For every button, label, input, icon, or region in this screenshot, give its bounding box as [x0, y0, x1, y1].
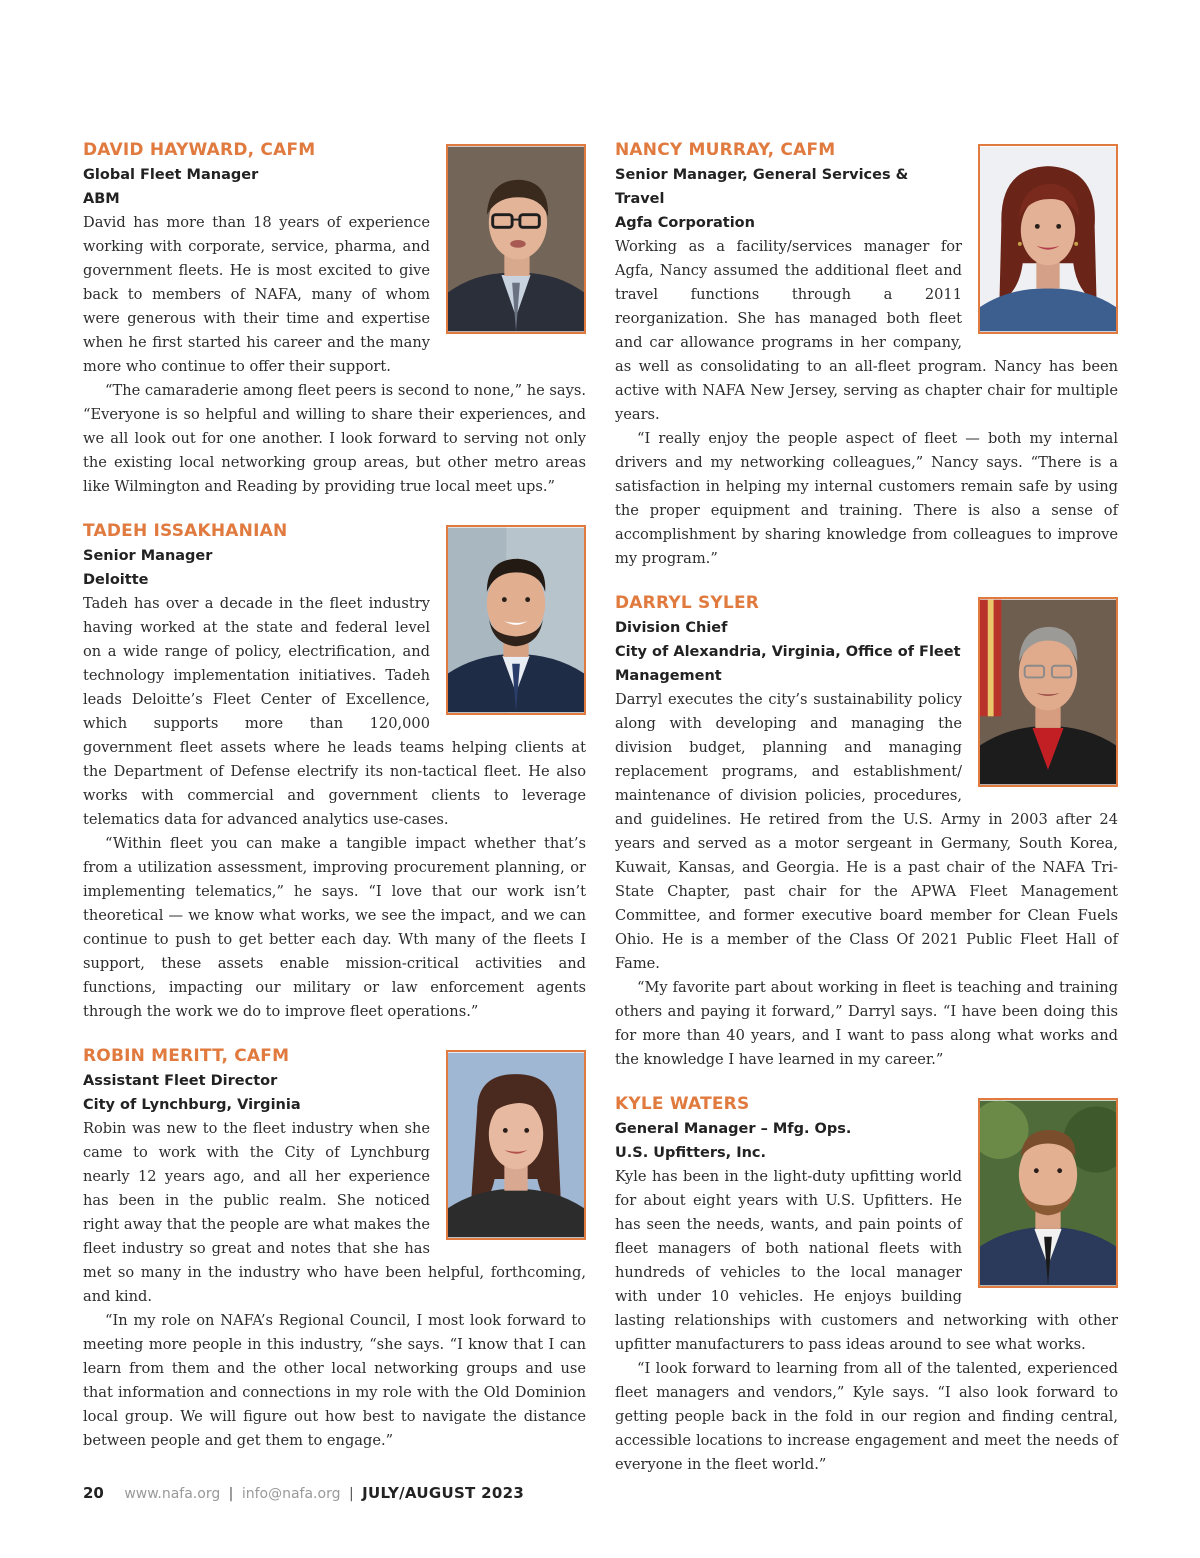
profile-nancy-murray — [615, 140, 1118, 571]
profile-david-hayward — [83, 140, 586, 499]
headshot-photo — [978, 144, 1118, 334]
profile-title: Global Fleet Manager — [83, 167, 259, 183]
left-column — [83, 140, 586, 1453]
profile-title: Division Chief — [615, 620, 728, 636]
profile-organization: City of Alexandria, Virginia, Office of Fleet Management — [615, 644, 961, 684]
bio-paragraph: Robin was new to the fleet industry when she came to work with the City of Lynchburg nearly 12 years ago, and all her experience has been in the public realm. She noticed right away that the people are what makes the fleet industry so great and notes that she has met so many in the industry who have been helpful, forthcoming, and kind. — [83, 1120, 586, 1305]
quote-paragraph: “My favorite part about working in fleet is teaching and training others and paying it forward,” Darryl says. “I have been doing this for more than 40 years, and I want to pass along what works and the knowledge I have learned in my career.” — [615, 979, 1118, 1068]
profile-title: Senior Manager, General Services & Travel — [615, 167, 909, 207]
headshot-nancy-murray — [980, 146, 1116, 332]
profile-organization: ABM — [83, 191, 120, 207]
headshot-photo — [446, 144, 586, 334]
headshot-robin-meritt — [448, 1052, 584, 1238]
issue-date: JULY/AUGUST 2023 — [362, 1484, 525, 1502]
profile-name: ROBIN MERITT, CAFM — [83, 1046, 290, 1066]
profile-kyle-waters — [615, 1094, 1118, 1477]
headshot-kyle-waters — [980, 1100, 1116, 1286]
profile-organization: Deloitte — [83, 572, 149, 588]
headshot-photo — [446, 525, 586, 715]
page-footer — [83, 1484, 524, 1502]
profile-name: TADEH ISSAKHANIAN — [83, 521, 288, 541]
quote-paragraph: “The camaraderie among fleet peers is second to none,” he says. “Everyone is so helpful and willing to share their experiences, and we all look out for one another. I look forward to serving not only the existing local networking group areas, but other metro areas like Wilmington and Reading by providing true local meet ups.” — [83, 382, 586, 495]
quote-paragraph: “I look forward to learning from all of the talented, experienced fleet managers and vendors,” Kyle says. “I also look forward to getting people back in the fold in our region and finding central, accessible locations to increase engagement and meet the needs of everyone in the fleet world.” — [615, 1360, 1118, 1473]
bio-paragraph: Darryl executes the city’s sustainability policy along with developing and managing the division budget, planning and managing replacement programs, and establishment/ maintenance of division policies, procedures, and guidelines. He retired from the U.S. Army in 2003 after 24 years and served as a motor sergeant in Germany, South Korea, Kuwait, Kansas, and Georgia. He is a past chair of the NAFA Tri-State Chapter, past chair for the APWA Fleet Management Committee, and former executive board member for Clean Fuels Ohio. He is a member of the Class Of 2021 Public Fleet Hall of Fame. — [615, 691, 1118, 972]
headshot-photo — [978, 597, 1118, 787]
profile-robin-meritt — [83, 1046, 586, 1453]
headshot-photo — [978, 1098, 1118, 1288]
bio-paragraph: Tadeh has over a decade in the fleet industry having worked at the state and federal level on a wide range of policy, electrification, and technology implementation initiatives. Tadeh leads Deloitte’s Fleet Center of Excellence, which supports more than 120,000 government fleet assets where he leads teams helping clients at the Department of Defense electrify its non-tactical fleet. He also works with commercial and government clients to leverage telematics data for advanced analytics use-cases. — [83, 595, 586, 828]
bio-paragraph: Working as a facility/services manager for Agfa, Nancy assumed the additional fleet and travel functions through a 2011 reorganization. She has managed both fleet and car allowance programs in her company, as well as consolidating to an all-fleet program. Nancy has been active with NAFA New Jersey, serving as chapter chair for multiple years. — [615, 238, 1118, 423]
headshot-tadeh-issakhanian — [448, 527, 584, 713]
profile-name: KYLE WATERS — [615, 1094, 750, 1114]
quote-paragraph: “I really enjoy the people aspect of fleet — both my internal drivers and my networking colleagues,” Nancy says. “There is a satisfaction in helping my internal customers remain safe by using the proper equipment and training. There is also a sense of accomplishment by sharing knowledge from colleagues to improve my program.” — [615, 430, 1118, 567]
headshot-darryl-syler — [980, 599, 1116, 785]
email-link[interactable]: info@nafa.org — [241, 1486, 341, 1502]
bio-paragraph: Kyle has been in the light-duty upfitting world for about eight years with U.S. Upfitters. He has seen the needs, wants, and pain points of fleet managers of both national fleets with hundreds of vehicles to the local manager with under 10 vehicles. He enjoys building lasting relationships with customers and networking with other upfitter manufacturers to pass ideas around to see what works. — [615, 1168, 1118, 1353]
right-column — [615, 140, 1118, 1477]
profile-title: Assistant Fleet Director — [83, 1073, 278, 1089]
profile-title: Senior Manager — [83, 548, 213, 564]
profile-name: DAVID HAYWARD, CAFM — [83, 140, 316, 160]
profile-organization: City of Lynchburg, Virginia — [83, 1097, 301, 1113]
website-link[interactable]: www.nafa.org — [124, 1486, 221, 1502]
profile-darryl-syler — [615, 593, 1118, 1072]
profile-name: DARRYL SYLER — [615, 593, 760, 613]
profile-title: General Manager – Mfg. Ops. — [615, 1121, 852, 1137]
bio-paragraph: David has more than 18 years of experience working with corporate, service, pharma, and government fleets. He is most excited to give back to members of NAFA, many of whom were generous with their time and expertise when he first started his career and the many more who continue to offer their support. — [83, 214, 430, 375]
profile-name: NANCY MURRAY, CAFM — [615, 140, 836, 160]
quote-paragraph: “Within fleet you can make a tangible impact whether that’s from a utilization assessment, improving procurement planning, or implementing telematics,” he says. “I love that our work isn’t theoretical — we know what works, we see the impact, and we can continue to push to get better each day. Wth many of the fleets I support, these assets enable mission-critical activities and functions, impacting our military or law enforcement agents through the work we do to improve fleet operations.” — [83, 835, 586, 1020]
profile-organization: Agfa Corporation — [615, 215, 755, 231]
divider: | — [348, 1486, 354, 1502]
profile-tadeh-issakhanian — [83, 521, 586, 1024]
divider: | — [228, 1486, 234, 1502]
headshot-david-hayward — [448, 146, 584, 332]
profile-organization: U.S. Upfitters, Inc. — [615, 1145, 767, 1161]
quote-paragraph: “In my role on NAFA’s Regional Council, I most look forward to meeting more people in this industry, “she says. “I know that I can learn from them and the other local networking groups and use that information and connections in my role with the Old Dominion local group. We will figure out how best to navigate the distance between people and get them to engage.” — [83, 1312, 586, 1449]
headshot-photo — [446, 1050, 586, 1240]
page-number: 20 — [83, 1484, 104, 1502]
